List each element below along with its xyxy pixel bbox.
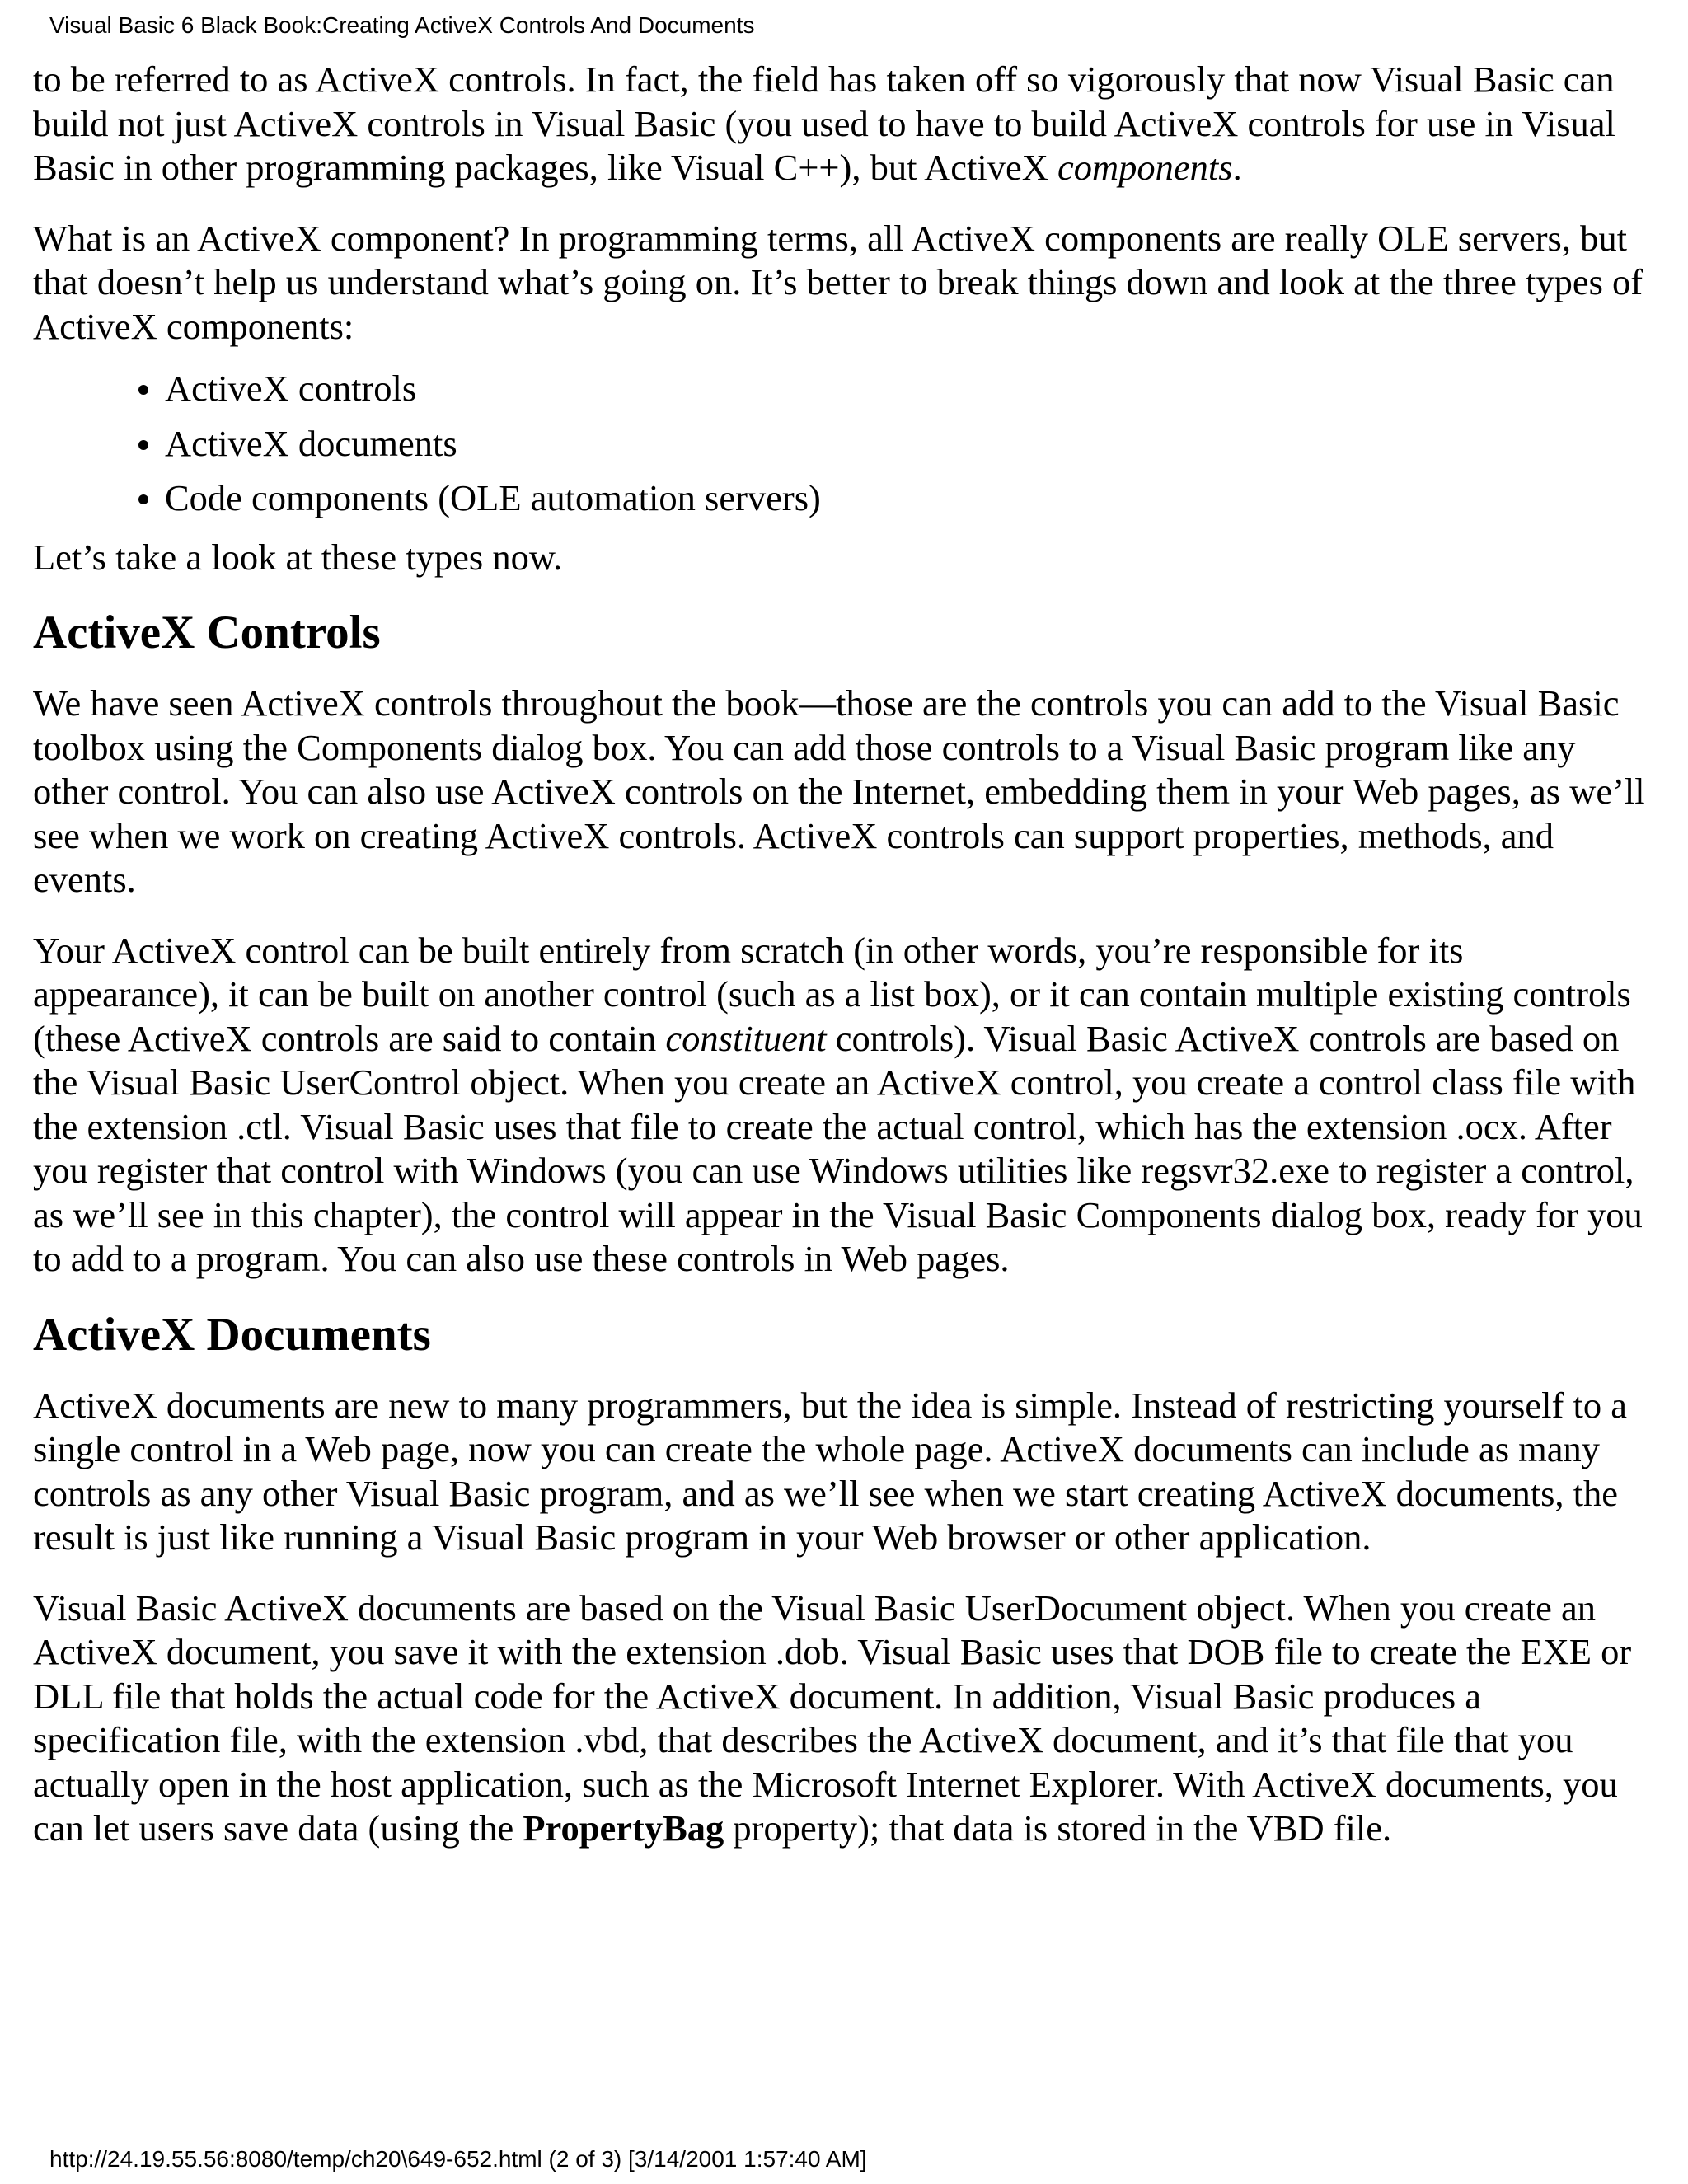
documents-paragraph-2	[33, 1586, 1657, 1851]
what-is-paragraph: What is an ActiveX component? In programming terms, all ActiveX components are really OLE servers, but that doesn’t help us understand what’s going on. It’s better to break things down and look at the three types of ActiveX components:	[33, 217, 1643, 347]
list-item: Code components (OLE automation servers)	[165, 476, 1657, 521]
list-item: ActiveX documents	[165, 422, 1657, 466]
controls-p2-after: controls). Visual Basic ActiveX controls are based on the Visual Basic UserControl object. When you create an ActiveX control, you create a control class file with the extension .ctl. Visual Basic uses that file to create the actual control, which has the extension .ocx. After you register that control with Windows (you can use Windows utilities like regsvr32.exe to register a control, as we’ll see in this chapter), the control will appear in the Visual Basic Components dialog box, ready for you to add to a program. You can also use these controls in Web pages.	[33, 1017, 1643, 1279]
lets-look-paragraph: Let’s take a look at these types now.	[33, 536, 563, 578]
intro-text: to be referred to as ActiveX controls. In fact, the field has taken off so vigorously that now Visual Basic can build not just ActiveX controls in Visual Basic (you used to have to build ActiveX controls for use in Visual Basic in other programming packages, like Visual C++), but ActiveX	[33, 59, 1615, 188]
propertybag-term: PropertyBag	[523, 1807, 724, 1849]
documents-paragraph-1: ActiveX documents are new to many programmers, but the idea is simple. Instead of restricting yourself to a single control in a Web page, now you can create the whole page. ActiveX documents can include as many controls as any other Visual Basic program, and as we’ll see when we start creating ActiveX documents, the result is just like running a Visual Basic program in your Web browser or other application.	[33, 1384, 1627, 1558]
list-item: ActiveX controls	[165, 367, 1657, 411]
controls-paragraph-1: We have seen ActiveX controls throughout the book—those are the controls you can add to the Visual Basic toolbox using the Components dialog box. You can add those controls to a Visual Basic program like any other control. You can also use ActiveX controls on the Internet, embedding them in your Web pages, as we’ll see when we work on creating ActiveX controls. ActiveX controls can support properties, methods, and events.	[33, 682, 1645, 900]
article-content	[33, 58, 1657, 1877]
controls-p2-emphasis: constituent	[665, 1017, 827, 1059]
component-types-list	[33, 367, 1657, 521]
activex-controls-heading: ActiveX Controls	[33, 607, 381, 658]
intro-end: .	[1232, 147, 1242, 188]
intro-paragraph	[33, 58, 1657, 190]
controls-paragraph-2	[33, 929, 1657, 1282]
intro-emphasis: components	[1057, 147, 1233, 188]
documents-p2-before: Visual Basic ActiveX documents are based on the Visual Basic UserDocument object. When you create an ActiveX document, you save it with the extension .dob. Visual Basic uses that DOB file to create the EXE or DLL file that holds the actual code for the ActiveX document. In addition, Visual Basic produces a specification file, with the extension .vbd, that describes the ActiveX document, and it’s that file that you actually open in the host application, such as the Microsoft Internet Explorer. With ActiveX documents, you can let users save data (using the	[33, 1586, 1632, 1849]
page-footer-url: http://24.19.55.56:8080/temp/ch20\649-652.html (2 of 3) [3/14/2001 1:57:40 AM]	[49, 2146, 867, 2172]
page-header: Visual Basic 6 Black Book:Creating ActiveX Controls And Documents	[49, 12, 755, 38]
controls-p2-before: Your ActiveX control can be built entirely from scratch (in other words, you’re responsible for its appearance), it can be built on another control (such as a list box), or it can contain multiple existing controls (these ActiveX controls are said to contain	[33, 929, 1631, 1059]
activex-documents-heading: ActiveX Documents	[33, 1308, 431, 1361]
documents-p2-after: property); that data is stored in the VBD file.	[724, 1807, 1392, 1849]
